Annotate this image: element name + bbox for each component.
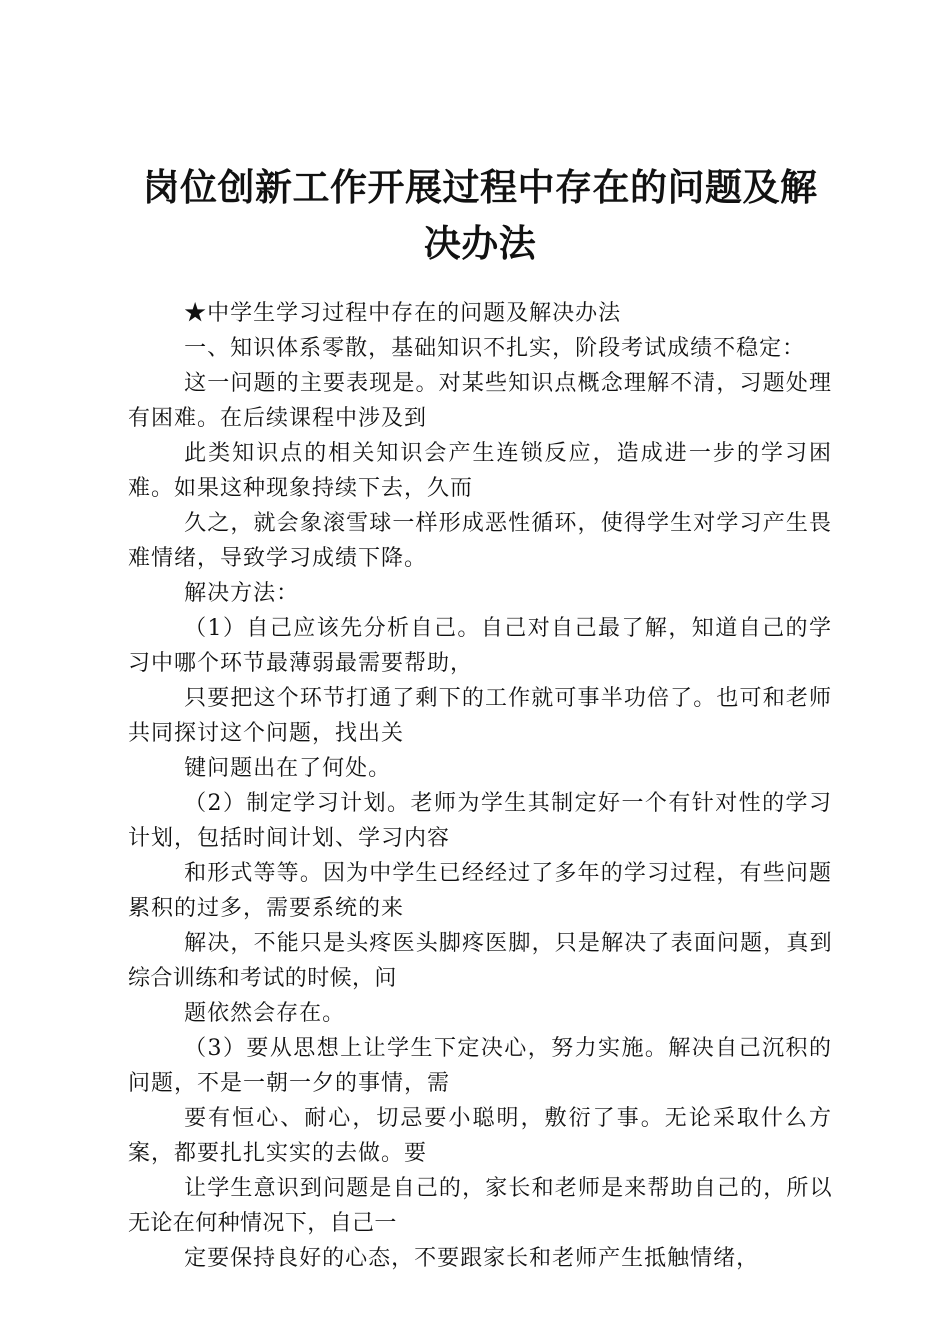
paragraph: 要有恒心、耐心，切忌要小聪明，敷衍了事。无论采取什么方案，都要扎扎实实的去做。要 [128, 1106, 832, 1166]
paragraph: 定要保持良好的心态，不要跟家长和老师产生抵触情绪， [184, 1246, 760, 1271]
paragraph: 此类知识点的相关知识会产生连锁反应，造成进一步的学习困难。如果这种现象持续下去，久而 [128, 441, 832, 501]
paragraph: 让学生意识到问题是自己的，家长和老师是来帮助自己的，所以无论在何种情况下，自己一 [128, 1176, 832, 1236]
paragraph: 这一问题的主要表现是。对某些知识点概念理解不清，习题处理有困难。在后续课程中涉及到 [128, 371, 832, 431]
paragraph: （3）要从思想上让学生下定决心，努力实施。解决自己沉积的问题，不是一朝一夕的事情，需 [128, 1036, 832, 1096]
paragraph: 和形式等等。因为中学生已经经过了多年的学习过程，有些问题累积的过多，需要系统的来 [128, 861, 832, 921]
paragraph: （2）制定学习计划。老师为学生其制定好一个有针对性的学习计划，包括时间计划、学习内容 [128, 791, 832, 851]
paragraph: 题依然会存在。 [184, 1001, 346, 1026]
paragraph-heading: ★中学生学习过程中存在的问题及解决办法 [184, 301, 622, 326]
paragraph: 解决方法： [184, 581, 300, 606]
paragraph: （1）自己应该先分析自己。自己对自己最了解，知道自己的学习中哪个环节最薄弱最需要帮助， [128, 616, 832, 676]
paragraph: 久之，就会象滚雪球一样形成恶性循环，使得学生对学习产生畏难情绪，导致学习成绩下降。 [128, 511, 832, 571]
document-title: 岗位创新工作开展过程中存在的问题及解决办法 [142, 166, 818, 265]
paragraph: 一、知识体系零散，基础知识不扎实，阶段考试成绩不稳定： [184, 336, 806, 361]
document-body [128, 296, 832, 1276]
paragraph: 只要把这个环节打通了剩下的工作就可事半功倍了。也可和老师共同探讨这个问题，找出关 [128, 686, 832, 746]
paragraph: 键问题出在了何处。 [184, 756, 392, 781]
paragraph: 解决，不能只是头疼医头脚疼医脚，只是解决了表面问题，真到综合训练和考试的时候，问 [128, 931, 832, 991]
